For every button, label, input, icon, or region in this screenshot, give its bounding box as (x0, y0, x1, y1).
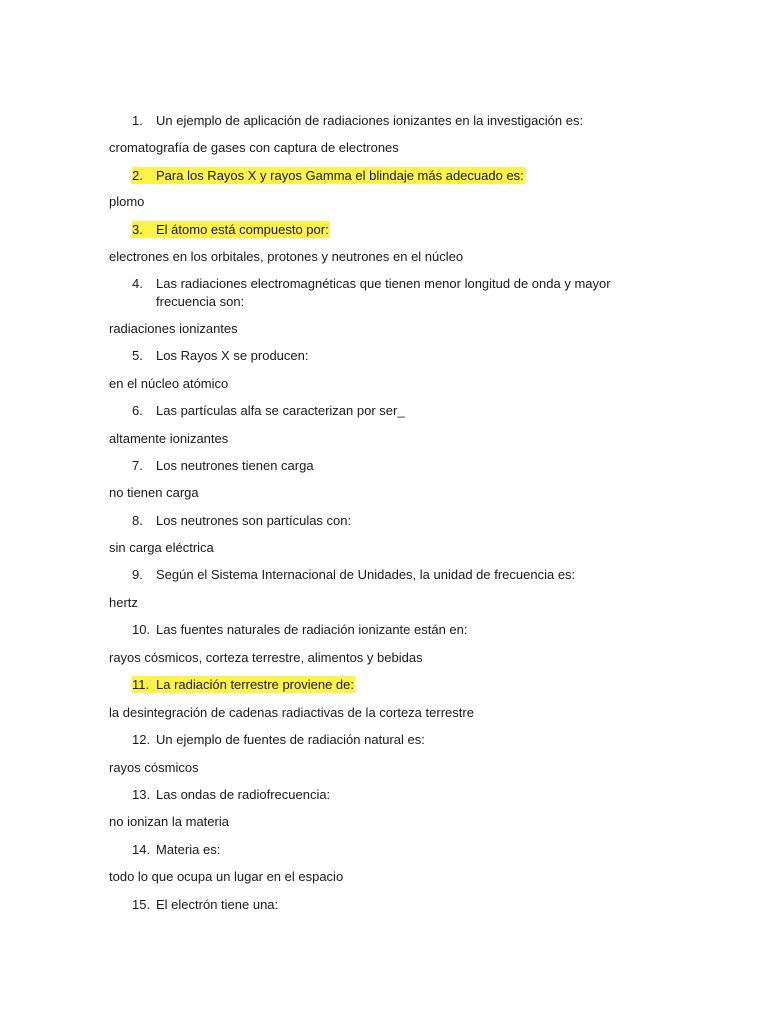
question-text: Un ejemplo de aplicación de radiaciones ionizantes en la investigación es: (156, 113, 584, 128)
question-number: 10. (132, 622, 151, 637)
answer-5: en el núcleo atómico (109, 376, 229, 391)
question-4 (132, 275, 611, 293)
answer-8: sin carga eléctrica (109, 540, 214, 555)
question-1 (132, 112, 583, 130)
question-text: Las ondas de radiofrecuencia: (156, 787, 331, 802)
question-text: Las partículas alfa se caracterizan por ser_ (156, 403, 405, 418)
question-number: 2. (132, 168, 143, 183)
answer-2: plomo (109, 194, 145, 209)
question-text: La radiación terrestre proviene de: (156, 677, 355, 692)
question-8 (132, 512, 351, 530)
question-5 (132, 347, 308, 365)
question-3 (132, 221, 330, 239)
question-2 (132, 167, 525, 185)
answer-12: rayos cósmicos (109, 760, 199, 775)
question-number: 15. (132, 897, 151, 912)
question-text: Las fuentes naturales de radiación ionizante están en: (156, 622, 468, 637)
question-text-line1: Las radiaciones electromagnéticas que tienen menor longitud de onda y mayor (156, 276, 611, 291)
question-number: 7. (132, 458, 143, 473)
question-15 (132, 896, 278, 914)
question-number: 9. (132, 567, 143, 582)
answer-6: altamente ionizantes (109, 431, 229, 446)
question-11 (132, 676, 355, 694)
answer-7: no tienen carga (109, 485, 199, 500)
question-number: 4. (132, 276, 143, 291)
question-text: Para los Rayos X y rayos Gamma el blindaje más adecuado es: (156, 168, 524, 183)
highlighted-question (132, 676, 355, 693)
question-text: Un ejemplo de fuentes de radiación natural es: (156, 732, 425, 747)
answer-1: cromatografía de gases con captura de electrones (109, 140, 399, 155)
question-6 (132, 402, 405, 420)
question-number: 11. (132, 677, 150, 692)
question-12 (132, 731, 425, 749)
answer-4: radiaciones ionizantes (109, 321, 238, 336)
question-text: Materia es: (156, 842, 221, 857)
answer-9: hertz (109, 595, 138, 610)
question-text: El electrón tiene una: (156, 897, 279, 912)
question-13 (132, 786, 330, 804)
question-number: 1. (132, 113, 143, 128)
question-text: Los neutrones son partículas con: (156, 513, 352, 528)
question-text: Los Rayos X se producen: (156, 348, 309, 363)
highlighted-question (132, 221, 330, 238)
answer-10: rayos cósmicos, corteza terrestre, alimentos y bebidas (109, 650, 423, 665)
answer-13: no ionizan la materia (109, 814, 229, 829)
question-7 (132, 457, 314, 475)
question-number: 14. (132, 842, 151, 857)
answer-14: todo lo que ocupa un lugar en el espacio (109, 869, 344, 884)
question-number: 13. (132, 787, 151, 802)
question-number: 3. (132, 222, 143, 237)
question-number: 8. (132, 513, 143, 528)
question-9 (132, 566, 575, 584)
question-10 (132, 621, 468, 639)
answer-11: la desintegración de cadenas radiactivas de la corteza terrestre (109, 705, 474, 720)
question-14 (132, 841, 220, 859)
question-4-line2: frecuencia son: (156, 294, 245, 309)
answer-3: electrones en los orbitales, protones y neutrones en el núcleo (109, 249, 464, 264)
question-text: Según el Sistema Internacional de Unidades, la unidad de frecuencia es: (156, 567, 576, 582)
question-text: Los neutrones tienen carga (156, 458, 314, 473)
question-number: 12. (132, 732, 151, 747)
question-number: 6. (132, 403, 143, 418)
question-text: El átomo está compuesto por: (156, 222, 329, 237)
highlighted-question (132, 167, 525, 184)
question-number: 5. (132, 348, 143, 363)
